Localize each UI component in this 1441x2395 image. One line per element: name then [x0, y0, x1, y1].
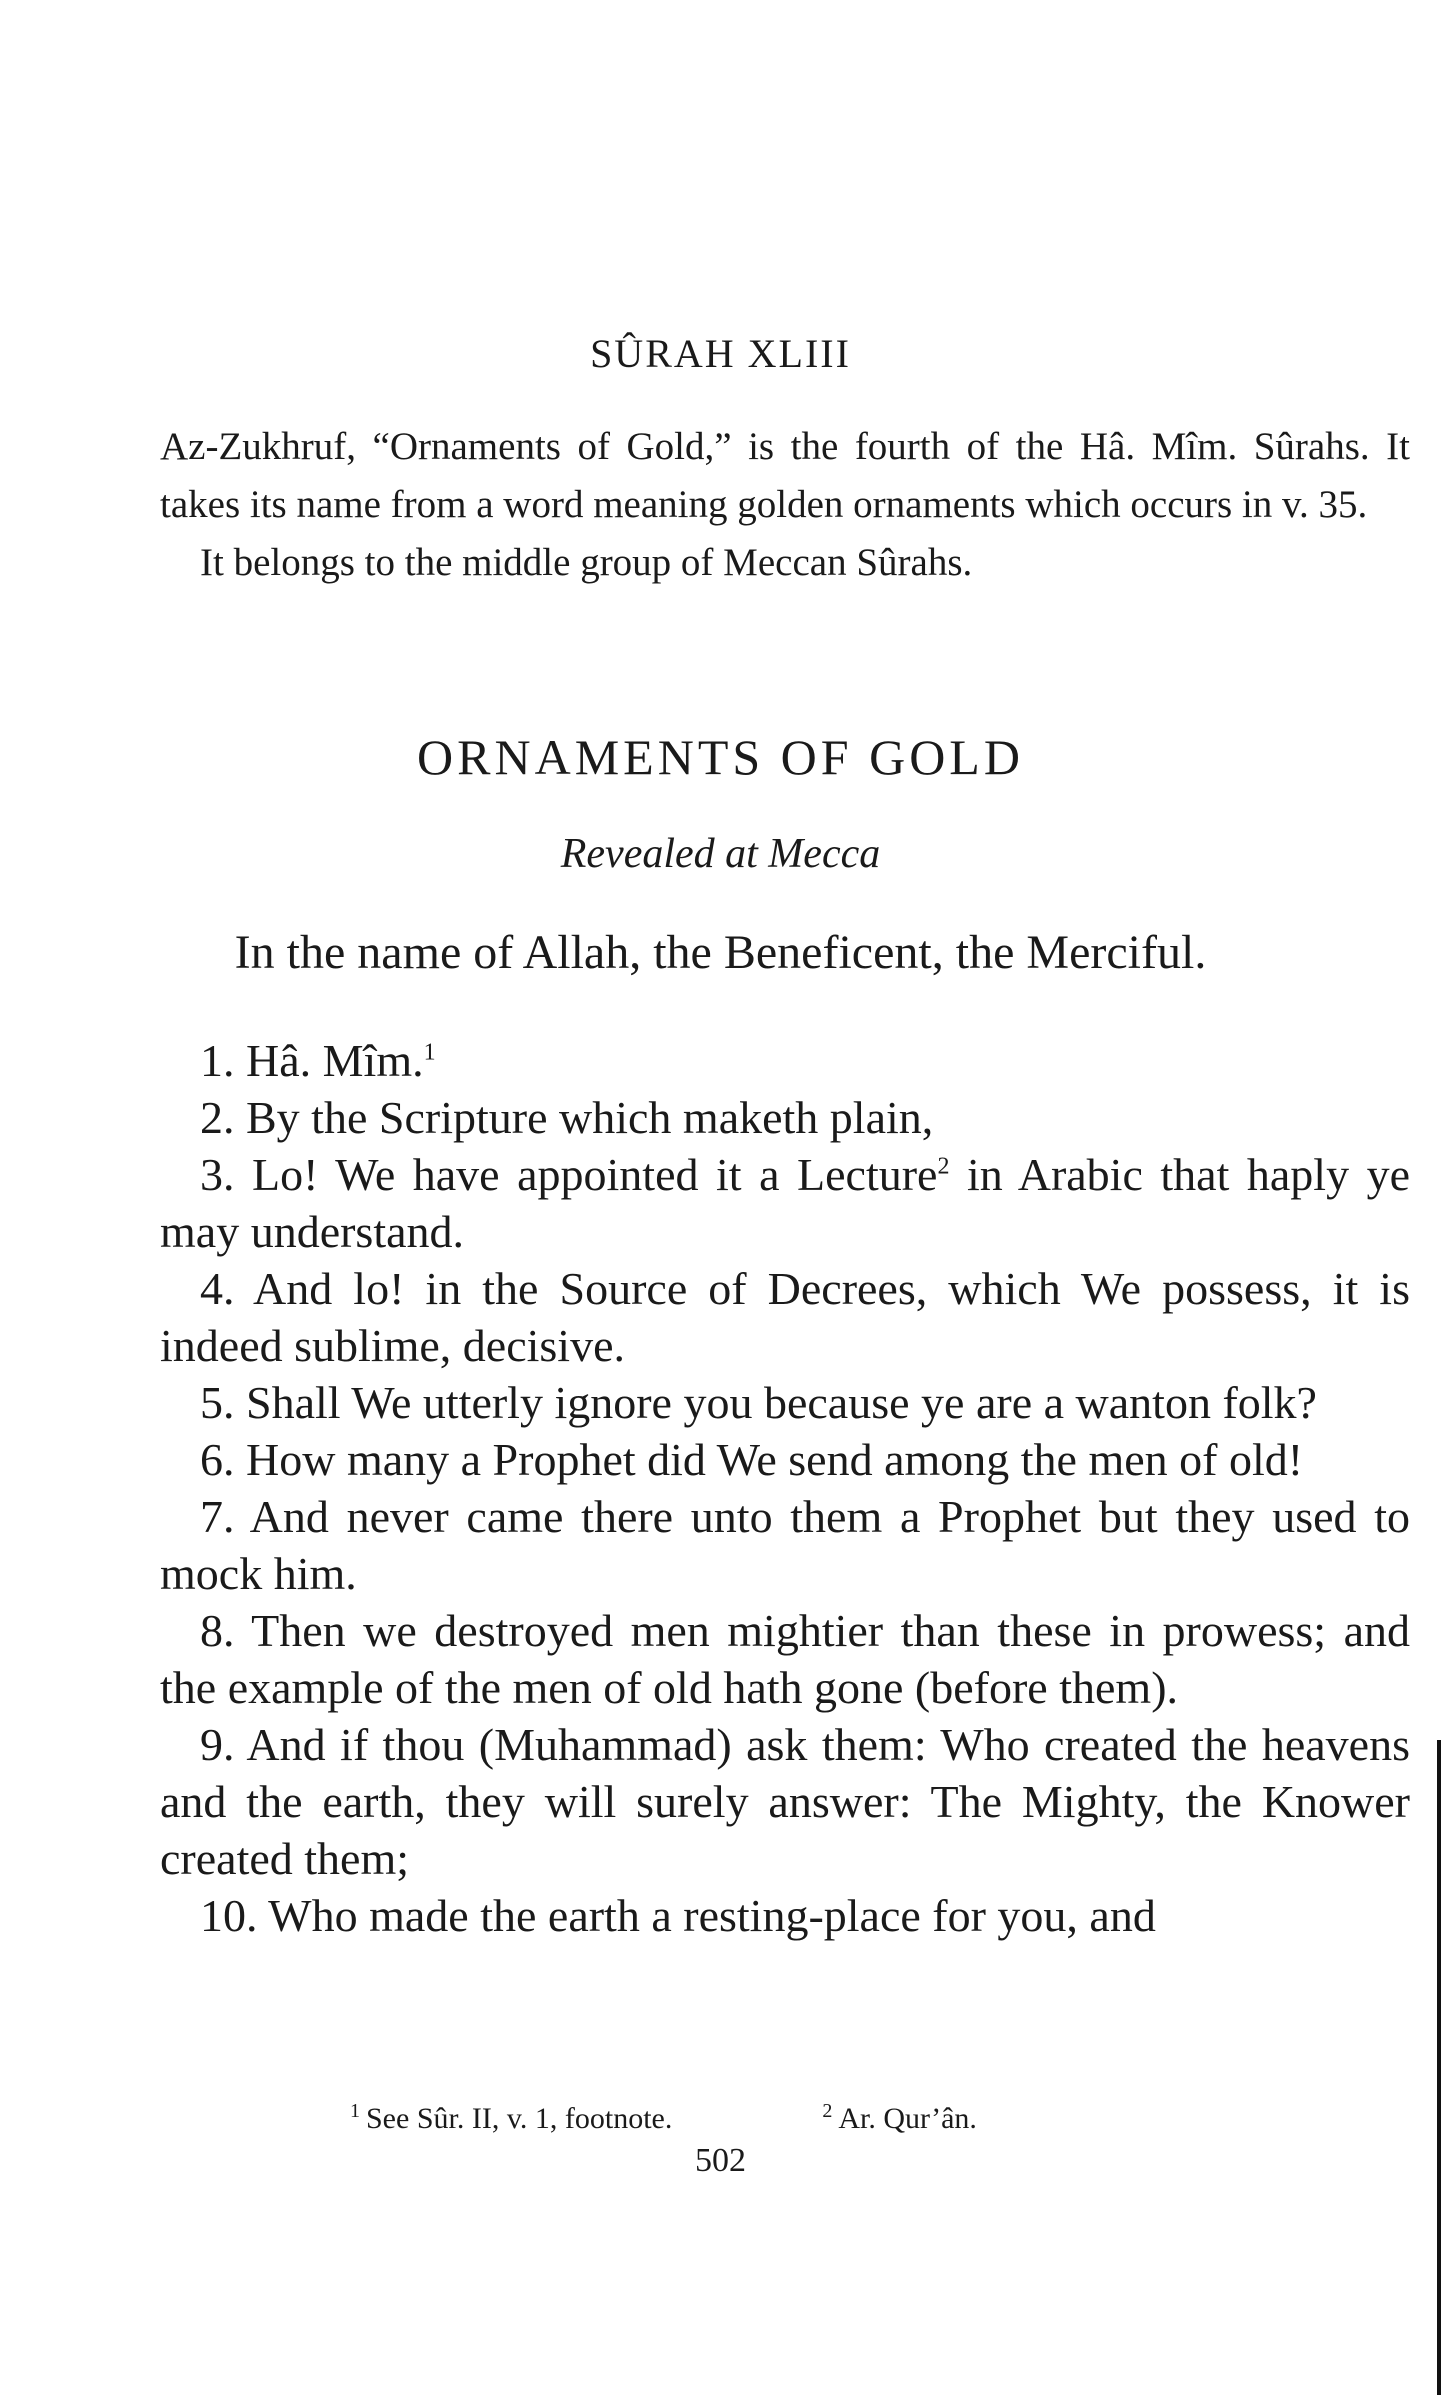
intro-paragraph-1: Az-Zukhruf, “Ornaments of Gold,” is the fourth of the Hâ. Mîm. Sûrahs. It takes its name from a word meaning golden ornaments which occurs in v. 35.	[160, 425, 1410, 526]
verse-3	[160, 1146, 1410, 1260]
footnote-ref[interactable]: 1	[423, 1039, 436, 1066]
footnote-number: 1	[350, 2100, 360, 2122]
verse-5	[160, 1374, 1410, 1431]
verse-number: 4.	[200, 1263, 235, 1314]
verse-4	[160, 1260, 1410, 1374]
footnote-1	[350, 2100, 672, 2136]
verse-text: Who made the earth a resting-place for you, and	[268, 1890, 1156, 1941]
verse-number: 8.	[200, 1605, 235, 1656]
verse-number: 1.	[200, 1035, 235, 1086]
verse-text: in Arabic that haply ye may understand.	[160, 1149, 1411, 1257]
footnote-2	[822, 2100, 977, 2136]
verse-7	[160, 1488, 1410, 1602]
verse-number: 2.	[200, 1092, 235, 1143]
chapter-subtitle: Revealed at Mecca	[560, 831, 881, 877]
footnote-ref[interactable]: 2	[937, 1153, 950, 1180]
verse-text: And if thou (Muhammad) ask them: Who created the heavens and the earth, they will surely answer: The Mighty, the Knower created them;	[160, 1719, 1410, 1884]
verse-number: 9.	[200, 1719, 235, 1770]
verse-10	[160, 1887, 1410, 1944]
verse-text: Then we destroyed men mightier than these in prowess; and the example of the men of old hath gone (before them).	[160, 1605, 1410, 1713]
footnotes	[350, 2100, 1250, 2136]
verse-text: By the Scripture which maketh plain,	[246, 1092, 934, 1143]
verse-8	[160, 1602, 1410, 1716]
verse-list	[160, 1032, 1410, 1944]
verse-text: Lo! We have appointed it a Lecture	[252, 1149, 938, 1200]
verse-9	[160, 1716, 1410, 1887]
verse-text: How many a Prophet did We send among the men of old!	[246, 1434, 1304, 1485]
footnote-text: See Sûr. II, v. 1, footnote.	[366, 2102, 673, 2135]
surah-heading: SÛRAH XLIII	[590, 331, 851, 376]
verse-text: Shall We utterly ignore you because ye are a wanton folk?	[246, 1377, 1317, 1428]
verse-text: Hâ. Mîm.	[246, 1035, 424, 1086]
invocation: In the name of Allah, the Beneficent, the Merciful.	[234, 926, 1207, 979]
surah-introduction	[160, 418, 1410, 592]
page-edge-shadow	[1437, 1740, 1441, 2395]
footnote-text: Ar. Qur’ân.	[838, 2102, 977, 2135]
footnote-number: 2	[822, 2100, 833, 2122]
verse-6	[160, 1431, 1410, 1488]
verse-number: 7.	[200, 1491, 235, 1542]
verse-number: 5.	[200, 1377, 235, 1428]
verse-number: 6.	[200, 1434, 235, 1485]
intro-paragraph-2: It belongs to the middle group of Meccan Sûrahs.	[200, 541, 973, 584]
verse-text: And never came there unto them a Prophet but they used to mock him.	[160, 1491, 1411, 1599]
page-number: 502	[695, 2142, 746, 2179]
chapter-title: ORNAMENTS OF GOLD	[417, 729, 1024, 785]
verse-text: And lo! in the Source of Decrees, which We possess, it is indeed sublime, decisive.	[160, 1263, 1410, 1371]
verse-2	[160, 1089, 1410, 1146]
verse-1	[160, 1032, 1410, 1089]
verse-number: 10.	[200, 1890, 258, 1941]
verse-number: 3.	[200, 1149, 235, 1200]
